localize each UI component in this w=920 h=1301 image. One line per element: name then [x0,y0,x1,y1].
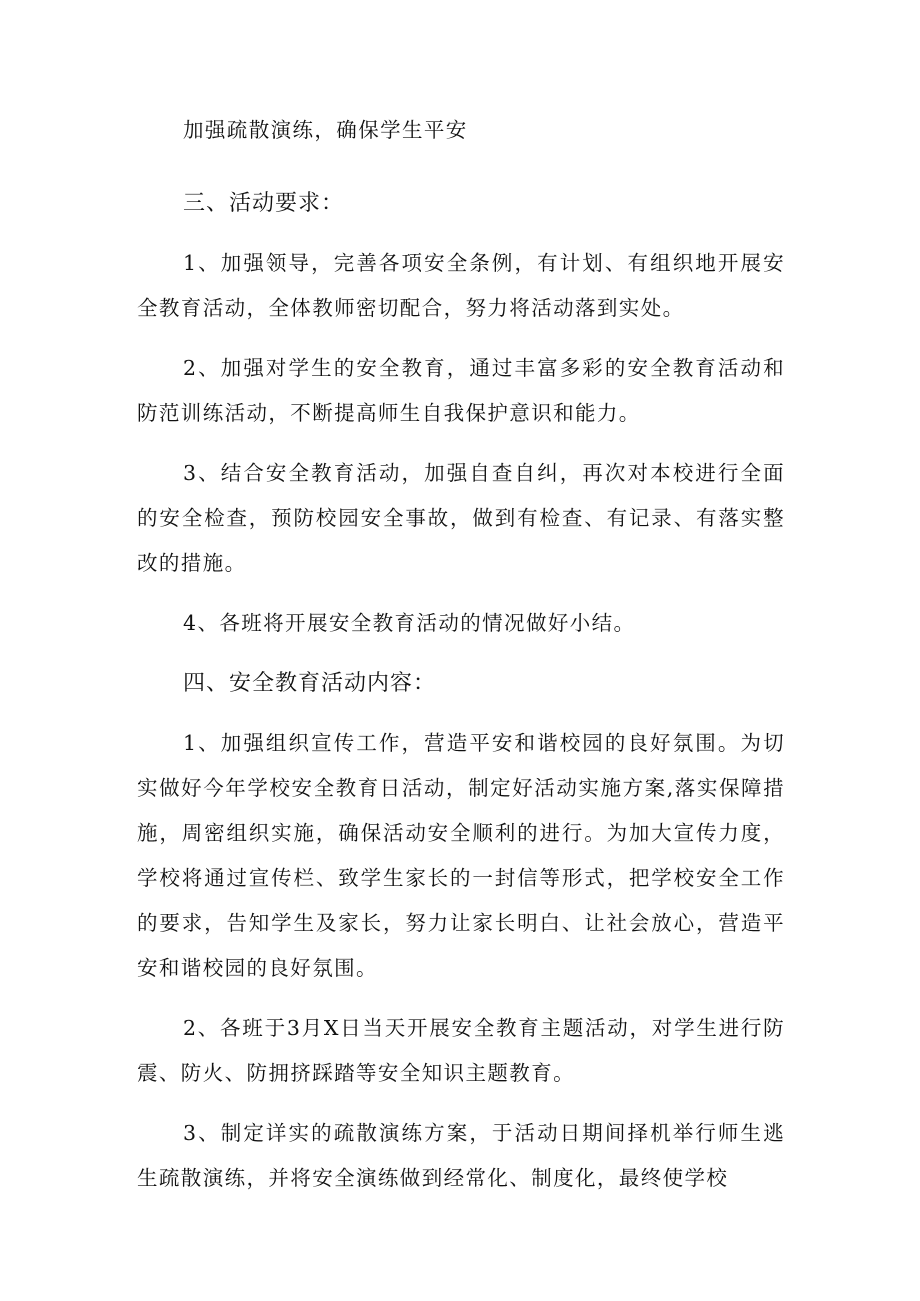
section-heading-content: 四、安全教育活动内容： [183,671,437,696]
requirement-paragraph-4: 4、各班将开展安全教育活动的情况做好小结。 [183,611,636,635]
content-paragraph-3: 3、制定详实的疏散演练方案，于活动日期间择机举行师生逃生疏散演练，并将安全演练做到经常化、制度化，最终使学校 [137,1121,785,1190]
content-paragraph-2: 2、各班于3月X日当天开展安全教育主题活动，对学生进行防震、防火、防拥挤踩踏等安全知识主题教育。 [137,1016,785,1085]
requirement-paragraph-1: 1、加强领导，完善各项安全条例，有计划、有组织地开展安全教育活动，全体教师密切配合，努力将活动落到实处。 [137,251,785,320]
document-body [137,108,785,1201]
section-heading-requirements: 三、活动要求： [183,191,345,216]
content-paragraph-1: 1、加强组织宣传工作，营造平安和谐校园的良好氛围。为切实做好今年学校安全教育日活动，制定好活动实施方案,落实保障措施，周密组织实施，确保活动安全顺利的进行。为加大宣传力度，学校将通过宣传栏、致学生家长的一封信等形式，把学校安全工作的要求，告知学生及家长，努力让家长明白、让社会放心，营造平安和谐校园的良好氛围。 [137,731,785,980]
requirement-paragraph-3: 3、结合安全教育活动，加强自查自纠，再次对本校进行全面的安全检查，预防校园安全事故，做到有检查、有记录、有落实整改的措施。 [137,461,785,575]
requirement-paragraph-2: 2、加强对学生的安全教育，通过丰富多彩的安全教育活动和防范训练活动，不断提高师生自我保护意识和能力。 [137,356,785,425]
intro-line: 加强疏散演练，确保学生平安 [183,118,468,142]
